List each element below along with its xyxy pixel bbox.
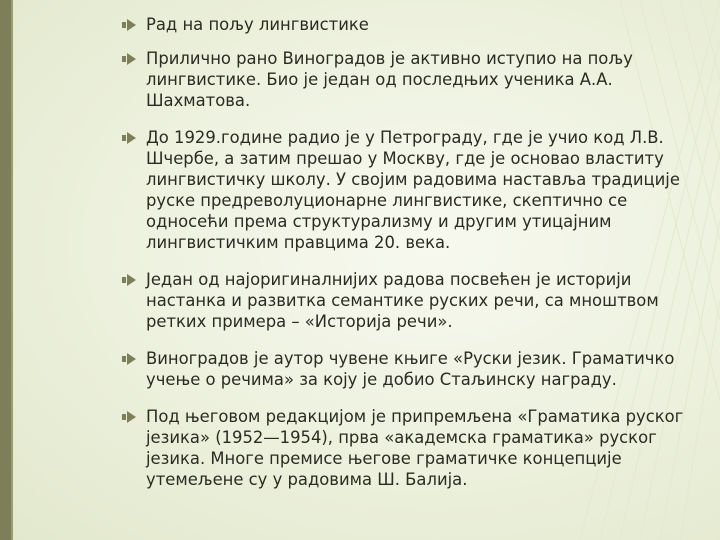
slide-content	[96, 14, 696, 506]
pointer-triangle-icon	[122, 53, 136, 65]
pointer-triangle-icon	[122, 353, 136, 365]
left-accent-bar	[0, 0, 11, 540]
bullet-item	[96, 406, 696, 490]
pointer-triangle-icon	[122, 132, 136, 144]
bullet-text: Под његовом редакцијом је припремљена «Граматика руског језика» (1952—1954), прва «академска граматика» руског језика. Многе премисе његове граматичке концепције утемељене су у радовима Ш. Балија.	[146, 407, 684, 489]
bullet-item-heading	[96, 14, 696, 35]
bullet-text: До 1929.године радио је у Петрограду, где је учио код Л.В. Шчербе, а затим прешао у Москву, где је основао властиту лингвистичку школу. У својим радовима настављa традиције руске предреволуционарне лингвистике, скептично се односећи према структурализму и другим утицајним лингвистичким правцима 20. века.	[146, 128, 680, 252]
pointer-triangle-icon	[122, 274, 136, 286]
bullet-item	[96, 127, 696, 253]
left-accent-line	[11, 0, 13, 540]
bullet-item	[96, 348, 696, 390]
bullet-item	[96, 269, 696, 332]
bullet-text: Један од најоригиналнијих радова посвећен је историји настанка и развитка семантике руских речи, са мноштвом ретких примера – «Историја речи».	[146, 270, 659, 331]
bullet-text: Рад на пољу лингвистике	[146, 15, 369, 34]
bullet-text: Виноградов је аутор чувене књиге «Руски језик. Граматичко учење о речима» за коју је добио Стаљинску награду.	[146, 349, 675, 389]
pointer-triangle-icon	[122, 19, 136, 31]
bullet-text: Прилично рано Виноградов је активно иступио на пољу лингвистике. Био је један од последњих ученика А.А. Шахматова.	[146, 49, 633, 110]
bullet-item	[96, 48, 696, 111]
pointer-triangle-icon	[122, 411, 136, 423]
